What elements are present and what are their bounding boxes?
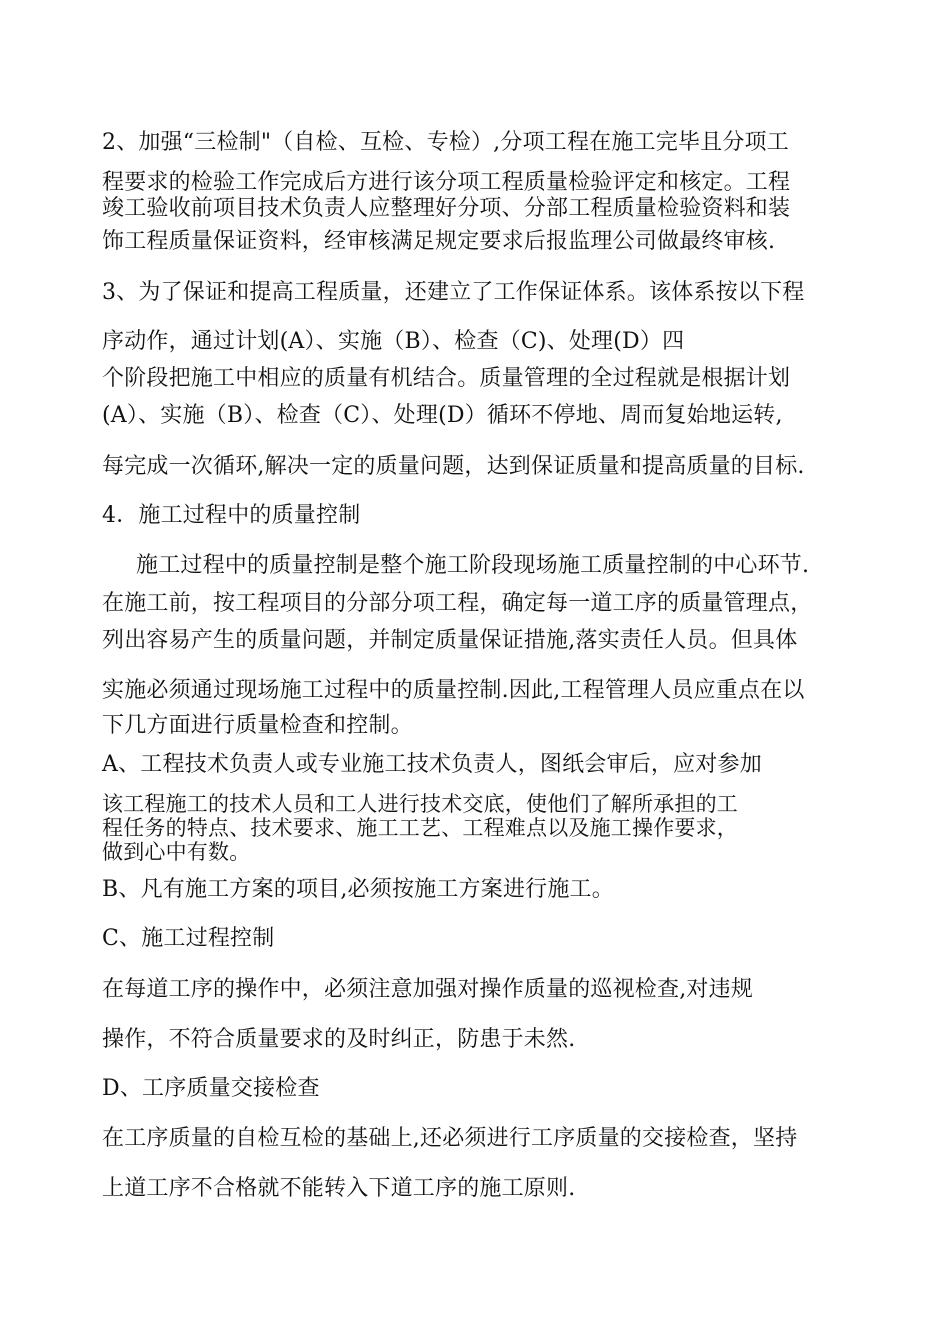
paragraph-3-line-5: 每完成一次循环,解决一定的质量问题，达到保证质量和提高质量的目标. — [102, 454, 805, 479]
section-4-line-1: 施工过程中的质量控制是整个施工阶段现场施工质量控制的中心环节. — [136, 553, 810, 578]
section-4-heading: 4．施工过程中的质量控制 — [102, 503, 361, 528]
paragraph-2-line-2: 程要求的检验工作完成后方进行该分项工程质量检验评定和核定。工程 — [102, 170, 791, 195]
item-a-line-2: 该工程施工的技术人员和工人进行技术交底，使他们了解所承担的工 — [102, 792, 738, 816]
item-d-heading: D、工序质量交接检查 — [102, 1076, 320, 1101]
item-d-line-2: 上道工序不合格就不能转入下道工序的施工原则. — [102, 1176, 576, 1201]
item-a-line-4: 做到心中有数。 — [102, 840, 251, 864]
item-a-line-1: A、工程技术负责人或专业施工技术负责人，图纸会审后，应对参加 — [102, 752, 762, 777]
section-4-line-3: 列出容易产生的质量问题，并制定质量保证措施,落实责任人员。但具体 — [102, 628, 798, 653]
paragraph-3-line-2: 序动作，通过计划(A）、实施（B）、检查（C)、处理(D）四 — [102, 329, 685, 354]
section-4-line-2: 在施工前，按工程项目的分部分项工程，确定每一道工序的质量管理点， — [102, 591, 813, 616]
paragraph-3-line-1: 3、为了保证和提高工程质量，还建立了工作保证体系。该体系按以下程 — [102, 280, 805, 305]
item-a-line-3: 程任务的特点、技术要求、施工工艺、工程难点以及施工操作要求， — [102, 816, 738, 840]
paragraph-2-line-3: 竣工验收前项目技术负责人应整理好分项、分部工程质量检验资料和装 — [102, 196, 791, 221]
paragraph-3-line-4: (A）、实施（B）、检查（C）、处理(D）循环不停地、周而复始地运转, — [102, 403, 783, 428]
item-c-heading: C、施工过程控制 — [102, 926, 275, 951]
paragraph-3-line-3: 个阶段把施工中相应的质量有机结合。质量管理的全过程就是根据计划 — [102, 366, 791, 391]
section-4-line-5: 下几方面进行质量检查和控制。 — [102, 713, 413, 738]
paragraph-2-line-1: 2、加强“三检制"（自检、互检、专检）,分项工程在施工完毕且分项工 — [102, 130, 789, 155]
item-c-line-1: 在每道工序的操作中，必须注意加强对操作质量的巡视检查,对违规 — [102, 977, 753, 1002]
item-d-line-1: 在工序质量的自检互检的基础上,还必须进行工序质量的交接检查，坚持 — [102, 1126, 798, 1151]
item-c-line-2: 操作，不符合质量要求的及时纠正，防患于未然. — [102, 1027, 576, 1052]
item-b-line: B、凡有施工方案的项目,必须按施工方案进行施工。 — [102, 877, 614, 902]
paragraph-2-line-4: 饰工程质量保证资料，经审核满足规定要求后报监理公司做最终审核. — [102, 229, 776, 254]
section-4-line-4: 实施必须通过现场施工过程中的质量控制.因此,工程管理人员应重点在以 — [102, 678, 805, 703]
